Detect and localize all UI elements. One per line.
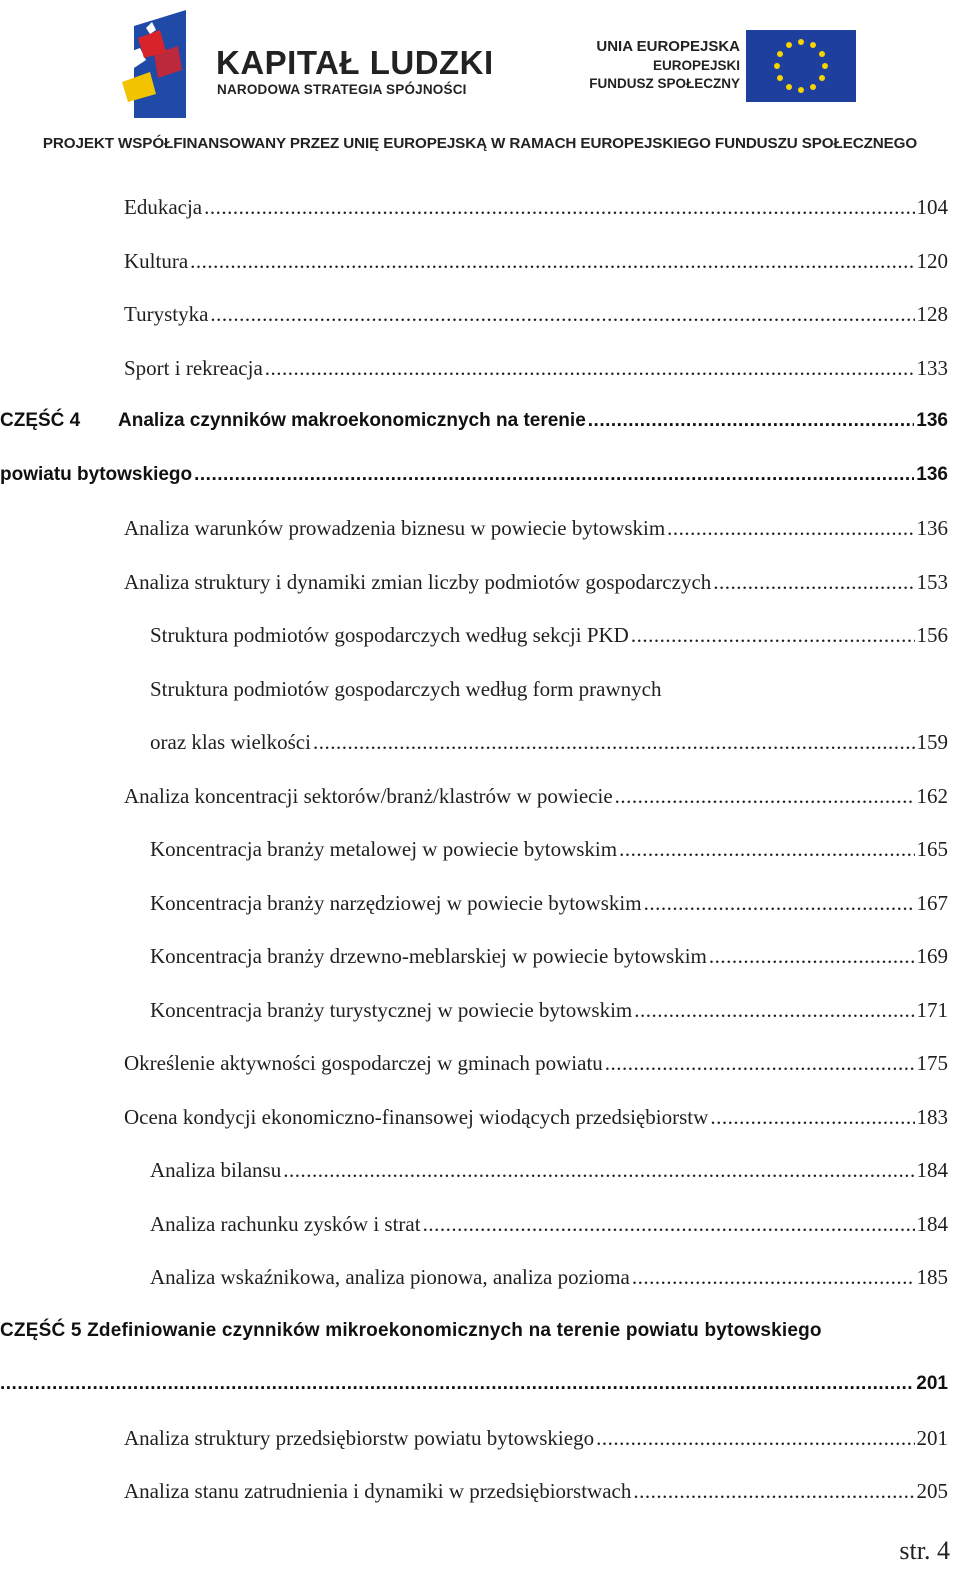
toc-entry[interactable]: Analiza bilansu ..... 184 — [150, 1153, 948, 1187]
eu-flag-icon — [746, 30, 856, 102]
kapital-ludzki-logo-icon — [120, 8, 192, 120]
ue-line-2: EUROPEJSKI — [652, 58, 740, 73]
toc-entry[interactable]: Koncentracja branży drzewno-meblarskiej w powiecie bytowskim ..... 169 — [150, 939, 948, 973]
toc-entry[interactable]: Analiza rachunku zysków i strat ..... 184 — [150, 1207, 948, 1241]
toc-entry[interactable]: Koncentracja branży metalowej w powiecie bytowskim ..... 165 — [150, 832, 948, 866]
toc-entry[interactable]: Określenie aktywności gospodarczej w gminach powiatu ..... 175 — [124, 1046, 948, 1080]
toc-entry[interactable]: Ocena kondycji ekonomiczno-finansowej wiodących przedsiębiorstw ..... 183 — [124, 1100, 948, 1134]
ue-line-3: FUNDUSZ SPOŁECZNY — [589, 76, 740, 91]
toc-entry[interactable]: Sport i rekreacja ..... 133 — [124, 351, 948, 385]
project-cofinancing-line: PROJEKT WSPÓŁFINANSOWANY PRZEZ UNIĘ EUROPEJSKĄ W RAMACH EUROPEJSKIEGO FUNDUSZU SPOŁECZNEGO — [42, 135, 918, 152]
toc-entry-part-5[interactable]: CZĘŚĆ 5 Zdefiniowanie czynników mikroekonomicznych na terenie powiatu bytowskiego — [0, 1320, 822, 1341]
ue-line-1: UNIA EUROPEJSKA — [596, 38, 740, 55]
toc-entry[interactable]: Kultura ..... 120 — [124, 244, 948, 278]
toc-entry[interactable]: Edukacja ..... 104 — [124, 190, 948, 224]
toc-entry[interactable]: Analiza koncentracji sektorów/branż/klastrów w powiecie ..... 162 — [124, 779, 948, 813]
logo-title: KAPITAŁ LUDZKI — [216, 44, 494, 81]
toc-entry[interactable]: oraz klas wielkości ..... 159 — [150, 725, 948, 759]
toc-entry[interactable]: Turystyka ..... 128 — [124, 297, 948, 331]
toc-entry[interactable]: Analiza struktury i dynamiki zmian liczby podmiotów gospodarczych ..... 153 — [124, 565, 948, 599]
toc-entry[interactable]: Koncentracja branży turystycznej w powiecie bytowskim ..... 171 — [150, 993, 948, 1027]
logo-subtitle: NARODOWA STRATEGIA SPÓJNOŚCI — [217, 82, 467, 97]
toc-entry-part-4-cont[interactable]: powiatu bytowskiego ..... 136 — [0, 458, 948, 492]
toc-entry-part-5-cont[interactable]: ..... 201 — [0, 1367, 948, 1401]
toc-entry[interactable]: Struktura podmiotów gospodarczych według form prawnych — [150, 677, 662, 701]
toc-entry-part-4[interactable]: CZĘŚĆ 4 Analiza czynników makroekonomicznych na terenie ..... 136 — [0, 404, 948, 438]
toc-entry[interactable]: Koncentracja branży narzędziowej w powiecie bytowskim ..... 167 — [150, 886, 948, 920]
toc-entry[interactable]: Analiza struktury przedsiębiorstw powiatu bytowskiego ..... 201 — [124, 1421, 948, 1455]
toc-entry[interactable]: Analiza warunków prowadzenia biznesu w powiecie bytowskim ..... 136 — [124, 511, 948, 545]
toc-entry[interactable]: Struktura podmiotów gospodarczych według sekcji PKD ..... 156 — [150, 618, 948, 652]
toc-entry[interactable]: Analiza wskaźnikowa, analiza pionowa, analiza pozioma ..... 185 — [150, 1260, 948, 1294]
toc-entry[interactable]: Analiza stanu zatrudnienia i dynamiki w przedsiębiorstwach ..... 205 — [124, 1474, 948, 1508]
page-number: str. 4 — [899, 1536, 950, 1565]
page-header — [0, 0, 960, 160]
